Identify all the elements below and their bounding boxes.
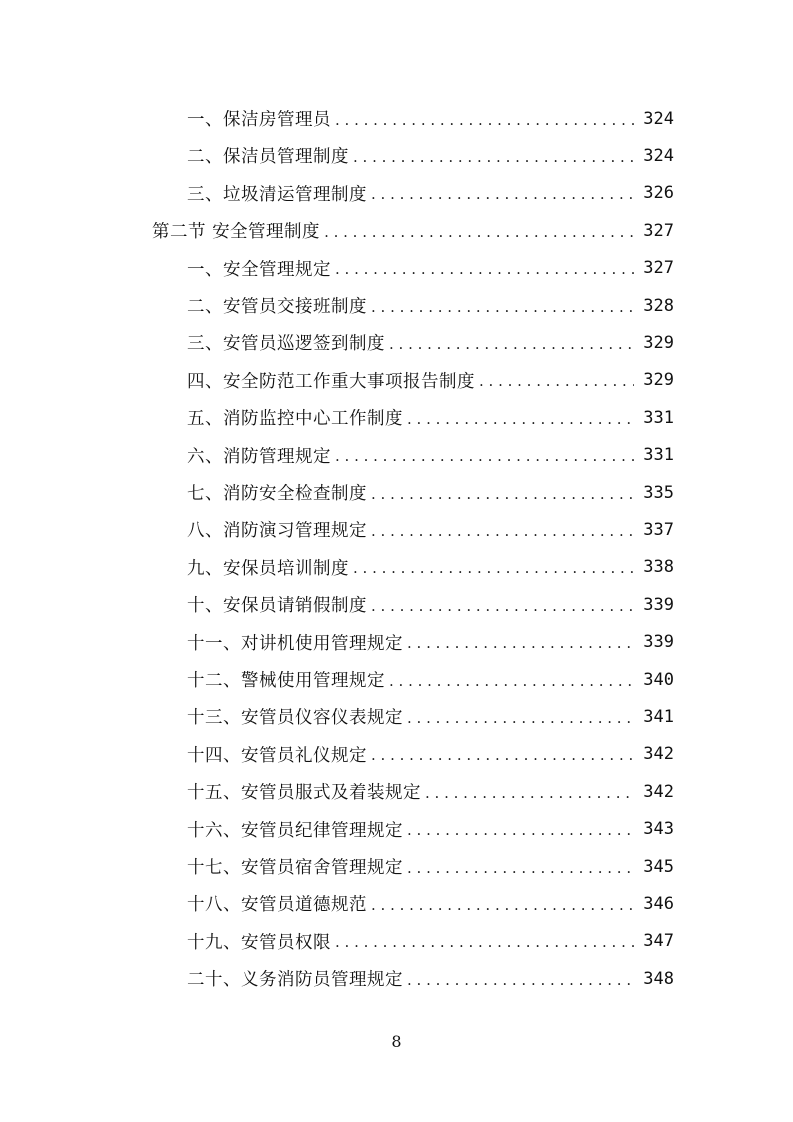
dot-leader bbox=[407, 971, 634, 989]
toc-entry[interactable] bbox=[187, 885, 674, 922]
toc-entry[interactable] bbox=[187, 437, 674, 474]
dot-leader bbox=[371, 896, 634, 914]
dot-leader bbox=[479, 372, 634, 390]
toc-entry[interactable] bbox=[187, 399, 674, 436]
toc-entry[interactable] bbox=[187, 698, 674, 735]
toc-entry[interactable] bbox=[187, 661, 674, 698]
toc-entry-page: 339 bbox=[643, 632, 674, 653]
toc-entry-title: 七、消防安全检查制度 bbox=[187, 484, 367, 504]
toc-entry-title: 十七、安管员宿舍管理规定 bbox=[187, 858, 403, 878]
toc-entry[interactable] bbox=[187, 175, 674, 212]
toc-entry[interactable] bbox=[187, 773, 674, 810]
toc-entry-title: 一、保洁房管理员 bbox=[187, 110, 331, 130]
toc-entry-page: 348 bbox=[643, 968, 674, 989]
dot-leader bbox=[335, 933, 634, 951]
toc-entry[interactable] bbox=[187, 250, 674, 287]
toc-entry-page: 331 bbox=[643, 407, 674, 428]
toc-entry-page: 329 bbox=[643, 332, 674, 353]
toc-entry-page: 337 bbox=[643, 519, 674, 540]
toc-entry[interactable] bbox=[187, 324, 674, 361]
dot-leader bbox=[407, 709, 634, 727]
toc-entry-title: 十二、警械使用管理规定 bbox=[187, 671, 385, 691]
toc-entry-title: 第二节 安全管理制度 bbox=[152, 222, 321, 243]
dot-leader bbox=[353, 559, 634, 577]
toc-entry-title: 十一、对讲机使用管理规定 bbox=[187, 633, 403, 654]
dot-leader bbox=[425, 784, 634, 802]
toc-entry-title: 十五、安管员服式及着装规定 bbox=[187, 783, 421, 804]
toc-entry-page: 327 bbox=[643, 220, 674, 241]
dot-leader bbox=[371, 185, 634, 203]
toc-entry-page: 347 bbox=[643, 931, 674, 952]
toc-entry[interactable] bbox=[187, 362, 674, 399]
toc-entry-page: 343 bbox=[643, 819, 674, 840]
toc-entry-title: 十三、安管员仪容仪表规定 bbox=[187, 708, 403, 729]
toc-entry-page: 338 bbox=[643, 557, 674, 578]
toc-entry-page: 340 bbox=[643, 669, 674, 690]
toc-entry-page: 346 bbox=[643, 893, 674, 914]
dot-leader bbox=[389, 672, 634, 690]
dot-leader bbox=[324, 223, 634, 241]
toc-entry-title: 二十、义务消防员管理规定 bbox=[187, 970, 403, 991]
dot-leader bbox=[353, 148, 634, 166]
toc-entry-title: 三、安管员巡逻签到制度 bbox=[187, 334, 385, 355]
toc-entry[interactable] bbox=[187, 100, 674, 137]
toc-entry[interactable] bbox=[187, 923, 674, 960]
toc-entry-title: 十四、安管员礼仪规定 bbox=[187, 745, 367, 766]
toc-entry[interactable] bbox=[187, 549, 674, 586]
toc-entry-page: 339 bbox=[643, 594, 674, 615]
toc-entry-page: 342 bbox=[643, 744, 674, 765]
toc-entry-title: 六、消防管理规定 bbox=[187, 446, 331, 467]
toc-entry-page: 342 bbox=[643, 781, 674, 802]
toc-entry-page: 345 bbox=[643, 856, 674, 877]
toc-entry[interactable] bbox=[187, 624, 674, 661]
toc-entry-page: 329 bbox=[643, 370, 674, 391]
dot-leader bbox=[389, 335, 634, 353]
dot-leader bbox=[335, 447, 634, 465]
toc-entry-page: 327 bbox=[643, 258, 674, 279]
toc-entry-page: 341 bbox=[643, 706, 674, 727]
dot-leader bbox=[335, 111, 634, 129]
dot-leader bbox=[371, 298, 634, 316]
toc-entry[interactable] bbox=[187, 137, 674, 174]
toc-entry[interactable] bbox=[187, 848, 674, 885]
toc-entry-title: 二、保洁员管理制度 bbox=[187, 147, 349, 168]
toc-entry-title: 四、安全防范工作重大事项报告制度 bbox=[187, 371, 475, 392]
toc-entry-title: 二、安管员交接班制度 bbox=[187, 297, 367, 317]
toc-entry-page: 326 bbox=[643, 183, 674, 204]
toc-entry-title: 十九、安管员权限 bbox=[187, 932, 331, 953]
toc-entry-title: 三、垃圾清运管理制度 bbox=[187, 184, 367, 205]
page-number: 8 bbox=[391, 1032, 402, 1051]
toc-entry-page: 324 bbox=[643, 145, 674, 166]
toc-entry-title: 十八、安管员道德规范 bbox=[187, 895, 367, 916]
dot-leader bbox=[371, 522, 634, 540]
toc-entry[interactable] bbox=[187, 287, 674, 324]
dot-leader bbox=[407, 634, 634, 652]
dot-leader bbox=[371, 746, 634, 764]
toc-entry[interactable] bbox=[187, 811, 674, 848]
toc-entry-title: 十六、安管员纪律管理规定 bbox=[187, 820, 403, 841]
dot-leader bbox=[335, 260, 634, 278]
toc-entry[interactable] bbox=[187, 586, 674, 623]
toc-entry-title: 八、消防演习管理规定 bbox=[187, 521, 367, 542]
toc-entry-title: 一、安全管理规定 bbox=[187, 259, 331, 280]
dot-leader bbox=[407, 821, 634, 839]
toc-entry[interactable] bbox=[187, 960, 674, 997]
toc-section-entry[interactable] bbox=[152, 212, 674, 249]
toc-entry-page: 335 bbox=[643, 482, 674, 503]
dot-leader bbox=[371, 485, 634, 503]
toc-entry-title: 十、安保员请销假制度 bbox=[187, 596, 367, 617]
toc-entry[interactable] bbox=[187, 511, 674, 548]
toc-entry[interactable] bbox=[187, 736, 674, 773]
toc-entry-page: 331 bbox=[643, 445, 674, 466]
toc-entry[interactable] bbox=[187, 474, 674, 511]
dot-leader bbox=[407, 859, 634, 877]
toc-entry-title: 九、安保员培训制度 bbox=[187, 558, 349, 579]
dot-leader bbox=[407, 410, 634, 428]
toc-entry-title: 五、消防监控中心工作制度 bbox=[187, 409, 403, 430]
dot-leader bbox=[371, 597, 634, 615]
toc-entry-page: 328 bbox=[643, 295, 674, 316]
toc-entry-page: 324 bbox=[643, 108, 674, 129]
